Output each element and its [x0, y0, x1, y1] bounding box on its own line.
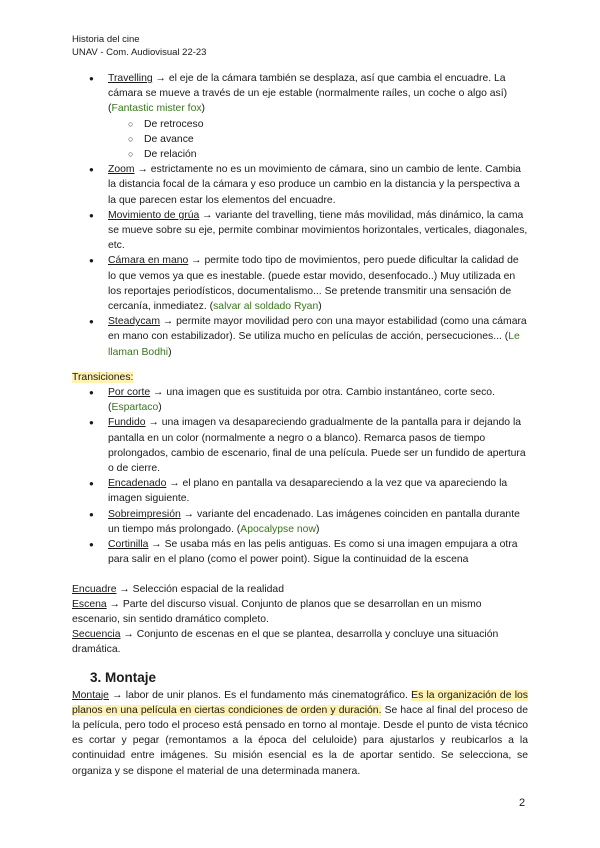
list-item: ● Steadycam → permite mayor movilidad pero con una mayor estabilidad (como una cámara en mano con estabilizador). Se utiliza mucho en películas de acción, persecuciones... (Le llaman Bodhi)	[72, 314, 528, 360]
list-item	[72, 208, 528, 254]
definition-text: → una imagen que es sustituida por otra. Cambio instantáneo, corte seco. (	[108, 387, 495, 414]
term-cortinilla: Cortinilla	[108, 539, 149, 551]
list-item: ○ De retroceso	[108, 117, 528, 132]
page-number: 2	[519, 797, 526, 809]
film-example: Apocalypse now	[240, 523, 316, 535]
highlighted-definition: Es la organización de los planos en una película en ciertas condiciones de orden y duración.	[72, 689, 528, 716]
definition-text: → Se usaba más en las pelis antiguas. Es como si una imagen empujara a otra para salir en el plano (como el power point). Sigue la continuidad de la escena	[108, 539, 518, 566]
list-item: ● Sobreimpresión → variante del encadenado. Las imágenes coinciden en pantalla durante un tiempo más prolongado. (Apocalypse now)	[72, 507, 528, 537]
list-item: ○ De avance	[108, 132, 528, 147]
term-zoom: Zoom	[108, 164, 135, 176]
list-item: ○ De relación	[108, 147, 528, 162]
list-item	[72, 537, 528, 567]
film-example: salvar al soldado Ryan	[213, 301, 319, 313]
definition-text: → el plano en pantalla va desapareciendo a la vez que va apareciendo la imagen siguiente.	[108, 478, 508, 505]
definition-text: → el eje de la cámara también se desplaza, así que cambia el encuadre. La cámara se mueve a través de un eje estable (normalmente raíles, un coche o algo así) (	[108, 73, 508, 115]
list-item: ● Travelling → el eje de la cámara también se desplaza, así que cambia el encuadre. La cámara se mueve a través de un eje estable (normalmente raíles, un coche o algo así) (Fantastic mister fox) ○ De retroceso ○ De avance ○ De relación	[72, 71, 528, 162]
transitions-list	[72, 385, 528, 567]
term-sobreimpresion: Sobreimpresión	[108, 508, 181, 520]
definition-text: → una imagen va desapareciendo gradualmente de la pantalla para ir dejando la pantalla en un color (normalmente a negro o a blanco). Remarca pasos de tiempo prolongados, cambio de escenario, final de una película. Puede ser un fundido de apertura o de cierre.	[108, 417, 526, 475]
page-header	[72, 33, 206, 59]
transitions-heading: Transiciones:	[72, 371, 134, 383]
header-degree: UNAV - Com. Audiovisual 22-23	[72, 47, 207, 58]
list-item	[72, 476, 528, 506]
list-item	[72, 162, 528, 208]
term-por-corte: Por corte	[108, 387, 151, 399]
page-content	[72, 71, 528, 779]
montaje-paragraph: Montaje → labor de unir planos. Es el fundamento más cinematográfico. Es la organización de los planos en una película en ciertas condiciones de orden y duración. Se hace al final del proceso de la película, pero todo el proceso está pensado en torno al montaje. Desde el punto de vista técnico es cortar y pegar (remontamos a la época del celuloide) para ajustarlos y reubicarlos a la continuidad entre imágenes. Su misión esencial es la de aportar sentido. Se selecciona, se organiza y se dispone el material de una determinada manera.	[72, 689, 528, 777]
term-montaje: Montaje	[72, 689, 109, 701]
term-grua: Movimiento de grúa	[108, 209, 200, 221]
header-course: Historia del cine	[72, 34, 140, 45]
section-heading-montaje: 3. Montaje	[90, 669, 157, 685]
definition-encuadre: Encuadre → Selección espacial de la realidad	[72, 583, 284, 595]
travelling-subtypes	[108, 117, 528, 163]
film-example: Espartaco	[111, 402, 159, 414]
term-fundido: Fundido	[108, 417, 146, 429]
film-example: Fantastic mister fox	[111, 103, 202, 115]
definition-escena: Escena → Parte del discurso visual. Conjunto de planos que se desarrollan en un mismo escenario, sin sentido dramático completo.	[72, 598, 482, 625]
list-item: ● Cámara en mano → permite todo tipo de movimientos, pero puede dificultar la calidad de lo que vemos ya que es inestable. (puede estar movido, desenfocado..) Muy utilizada en los reportajes periodísticos, documentalismo... Se pretende transmitir una sensación de cercanía, inmediatez. (salvar al soldado Ryan)	[72, 253, 528, 314]
camera-movements-list	[72, 71, 528, 360]
list-item: ● Por corte → una imagen que es sustituida por otra. Cambio instantáneo, corte seco. (Espartaco)	[72, 385, 528, 415]
definition-text: → variante del travelling, tiene más movilidad, más dinámico, la cama se mueve sobre su eje, permite combinar movimientos horizontales, verticales, diagonales, etc.	[108, 209, 528, 252]
term-travelling: Travelling	[108, 73, 153, 84]
definition-text: → estrictamente no es un movimiento de cámara, sino un cambio de lente. Cambia la distancia focal de la cámara y eso produce un cambio en la distancia y la perspectiva a la que parecen estar los elementos del encuadre.	[108, 164, 521, 206]
term-encadenado: Encadenado	[108, 478, 167, 490]
film-example: Le llaman Bodhi	[108, 331, 520, 358]
term-steadycam: Steadycam	[108, 316, 160, 328]
definition-secuencia: Secuencia → Conjunto de escenas en el que se plantea, desarrolla y concluye una situación dramática.	[72, 629, 499, 656]
definition-text: → permite mayor movilidad pero con una mayor estabilidad (como una cámara en mano con estabilizador). Se utiliza mucho en películas de acción, persecuciones... (	[108, 316, 527, 343]
definition-text: → permite todo tipo de movimientos, pero puede dificultar la calidad de lo que vemos ya que es inestable. (puede estar movido, desenfocado..) Muy utilizada en los reportajes periodísticos, documentalismo... Se pretende transmitir una sensación de cercanía, inmediatez. (	[108, 255, 519, 313]
list-item	[72, 415, 528, 476]
term-camara-en-mano: Cámara en mano	[108, 255, 189, 267]
definition-text: → variante del encadenado. Las imágenes coinciden en pantalla durante un tiempo más prolongado. (	[108, 508, 520, 535]
